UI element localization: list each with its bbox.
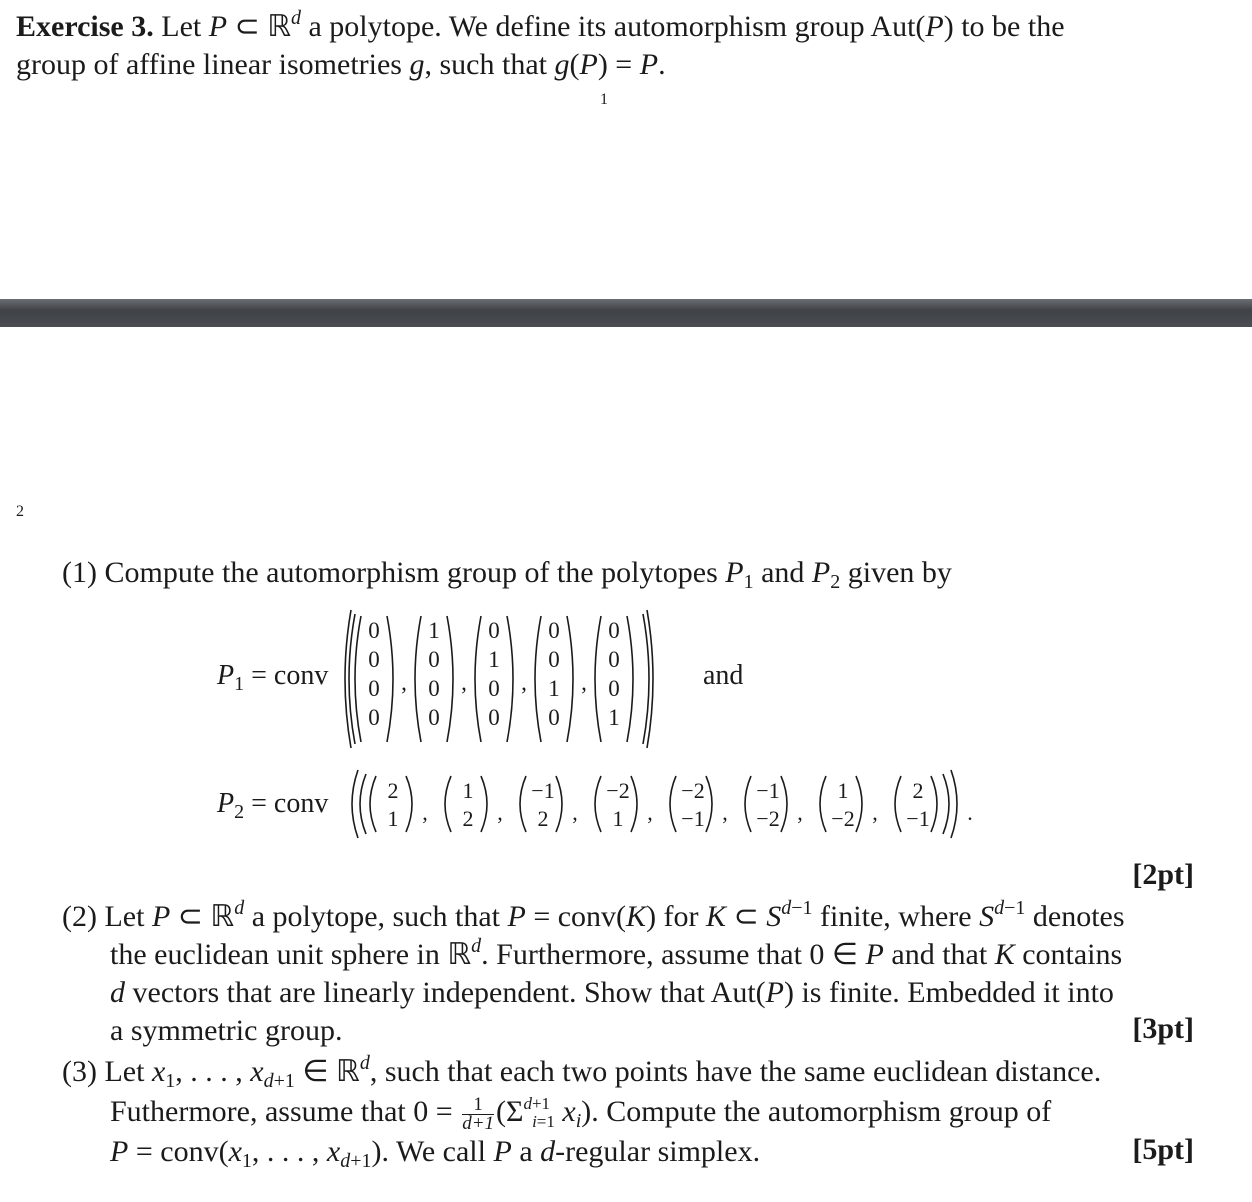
- part2-line-1: (2) Let P ⊂ ℝ$^d$ a polytope, such that P = conv(K) for K ⊂ $S^{d-1}$ finite, where $S^{d-1}$ denotes: [62, 897, 1125, 933]
- P1-label: $P_1$ = conv: [217, 660, 329, 695]
- outer-left-paren: [345, 610, 351, 748]
- vector-right-paren: [387, 616, 393, 742]
- part3-line-2: Futhermore, assume that 0 = $\frac{1}{d+1}$ ($\Sigma^{d+1}_{i=1}$ $x_i$). Compute the automorphism group of: [110, 1093, 1052, 1134]
- part2-label: (2): [62, 900, 97, 933]
- P1-vectors: [340, 604, 680, 754]
- part1-points: [2pt]: [1132, 858, 1194, 891]
- exercise-line-1: [16, 8, 1065, 46]
- vector-right-paren: [567, 616, 573, 742]
- vector-entry: 0: [608, 618, 620, 643]
- page-number-2: 2: [16, 503, 24, 520]
- vector-left-paren: [445, 776, 451, 832]
- vector-entry: 1: [462, 778, 474, 803]
- vector-right-paren: [447, 616, 453, 742]
- vector-left-paren: [820, 776, 826, 832]
- vector-entry: 2: [537, 806, 549, 831]
- vector-entry: 0: [488, 676, 500, 701]
- part1-line: (1) Compute the automorphism group of the polytopes $P_1$ and $P_2$ given by: [62, 556, 952, 593]
- vector-entry: 1: [837, 778, 849, 803]
- part2-line-4: a symmetric group.: [110, 1014, 343, 1047]
- fraction: $\frac{1}{d+1}$: [462, 1093, 495, 1134]
- vector-entry: −2: [831, 806, 855, 831]
- vector-right-paren: [406, 776, 412, 832]
- vector-right-paren: [706, 776, 712, 832]
- vector-comma: ,: [572, 800, 578, 825]
- vector-entry: 0: [548, 705, 560, 730]
- vector-entry: 0: [428, 705, 440, 730]
- part3-line-1: (3) Let $x_1$, . . . , $x_{d+1}$ ∈ ℝ$^d$, such that each two points have the same euclidean distance.: [62, 1052, 1102, 1092]
- outer-right-paren-inner: [643, 614, 649, 744]
- page-number-1: 1: [600, 91, 608, 108]
- vector-comma: ,: [872, 800, 878, 825]
- vector-left-paren: [520, 776, 526, 832]
- vector-entry: 2: [912, 778, 924, 803]
- vector-entry: 0: [368, 705, 380, 730]
- page-divider: [0, 299, 1252, 327]
- vector-right-paren: [481, 776, 487, 832]
- vector-left-paren: [595, 776, 601, 832]
- vector-right-paren: [556, 776, 562, 832]
- vector-entry: 2: [387, 778, 399, 803]
- vector-comma: ,: [581, 670, 587, 695]
- P2-vectors: [345, 768, 995, 840]
- exercise-heading: Exercise 3.: [16, 10, 154, 43]
- vector-left-paren: [670, 776, 676, 832]
- vector-entry: −2: [606, 778, 630, 803]
- vector-left-paren: [370, 776, 376, 832]
- vector-entry: 0: [488, 705, 500, 730]
- vector-entry: 0: [428, 676, 440, 701]
- exercise-line-2: group of affine linear isometries g, such that g(P) = P.: [16, 48, 666, 81]
- vector-entry: −1: [906, 806, 930, 831]
- vector-left-paren: [415, 616, 421, 742]
- vector-left-paren: [745, 776, 751, 832]
- vector-comma: ,: [797, 800, 803, 825]
- outer-right-paren: [647, 610, 653, 748]
- vector-comma: ,: [461, 670, 467, 695]
- P2-label: $P_2$ = conv: [217, 788, 329, 823]
- outer-left-paren-inner: [349, 614, 355, 744]
- vector-entry: −1: [531, 778, 555, 803]
- vector-comma: ,: [422, 800, 428, 825]
- vector-entry: −1: [681, 806, 705, 831]
- part3-line-3: $P = conv(x_1$, . . . , $x_{d+1}$). We call P a d-regular simplex.: [110, 1135, 761, 1172]
- vector-right-paren: [627, 616, 633, 742]
- vector-right-paren: [631, 776, 637, 832]
- outer-left-paren-inner: [360, 774, 366, 834]
- vector-right-paren: [856, 776, 862, 832]
- vector-entry: 0: [608, 647, 620, 672]
- outer-right-paren-inner: [943, 774, 949, 834]
- vector-entry: 1: [608, 705, 620, 730]
- outer-left-paren: [352, 770, 358, 838]
- vector-entry: 0: [368, 618, 380, 643]
- part2-line-3: d vectors that are linearly independent. Show that Aut(P) is finite. Embedded it into: [110, 976, 1114, 1009]
- part3-label: (3): [62, 1055, 97, 1088]
- vector-comma: ,: [722, 800, 728, 825]
- vector-entry: 1: [548, 676, 560, 701]
- vector-entry: 0: [488, 618, 500, 643]
- vector-right-paren: [781, 776, 787, 832]
- exercise-intro: Let P ⊂ ℝ$^d$ a polytope. We define its automorphism group Aut(P) to be the: [161, 7, 1065, 43]
- outer-right-paren: [951, 770, 957, 838]
- vector-right-paren: [507, 616, 513, 742]
- vector-left-paren: [895, 776, 901, 832]
- and-word: and: [703, 660, 744, 691]
- vector-right-paren: [931, 776, 937, 832]
- vector-entry: 0: [368, 676, 380, 701]
- vector-left-paren: [535, 616, 541, 742]
- part3-compute: ). Compute the automorphism group of: [581, 1095, 1052, 1128]
- vector-entry: 1: [387, 806, 399, 831]
- part3-assume: Futhermore, assume that 0 =: [110, 1095, 453, 1128]
- part1-label: (1): [62, 556, 97, 589]
- period: .: [967, 800, 973, 825]
- vector-entry: 2: [462, 806, 474, 831]
- vector-entry: 0: [548, 618, 560, 643]
- vector-left-paren: [355, 616, 361, 742]
- vector-comma: ,: [497, 800, 503, 825]
- vector-entry: −2: [756, 806, 780, 831]
- part3-points: [5pt]: [1132, 1133, 1194, 1166]
- vector-entry: 1: [428, 618, 440, 643]
- vector-left-paren: [475, 616, 481, 742]
- part2-points: [3pt]: [1132, 1012, 1194, 1045]
- vector-entry: 0: [608, 676, 620, 701]
- vector-entry: 0: [368, 647, 380, 672]
- vector-entry: 1: [612, 806, 624, 831]
- vector-comma: ,: [521, 670, 527, 695]
- vector-left-paren: [595, 616, 601, 742]
- vector-entry: −2: [681, 778, 705, 803]
- vector-entry: 1: [488, 647, 500, 672]
- part2-line-2: the euclidean unit sphere in ℝ$^d$. Furthermore, assume that 0 ∈ P and that K contains: [110, 935, 1123, 971]
- vector-entry: 0: [428, 647, 440, 672]
- vector-comma: ,: [647, 800, 653, 825]
- vector-comma: ,: [401, 670, 407, 695]
- vector-entry: 0: [548, 647, 560, 672]
- vector-entry: −1: [756, 778, 780, 803]
